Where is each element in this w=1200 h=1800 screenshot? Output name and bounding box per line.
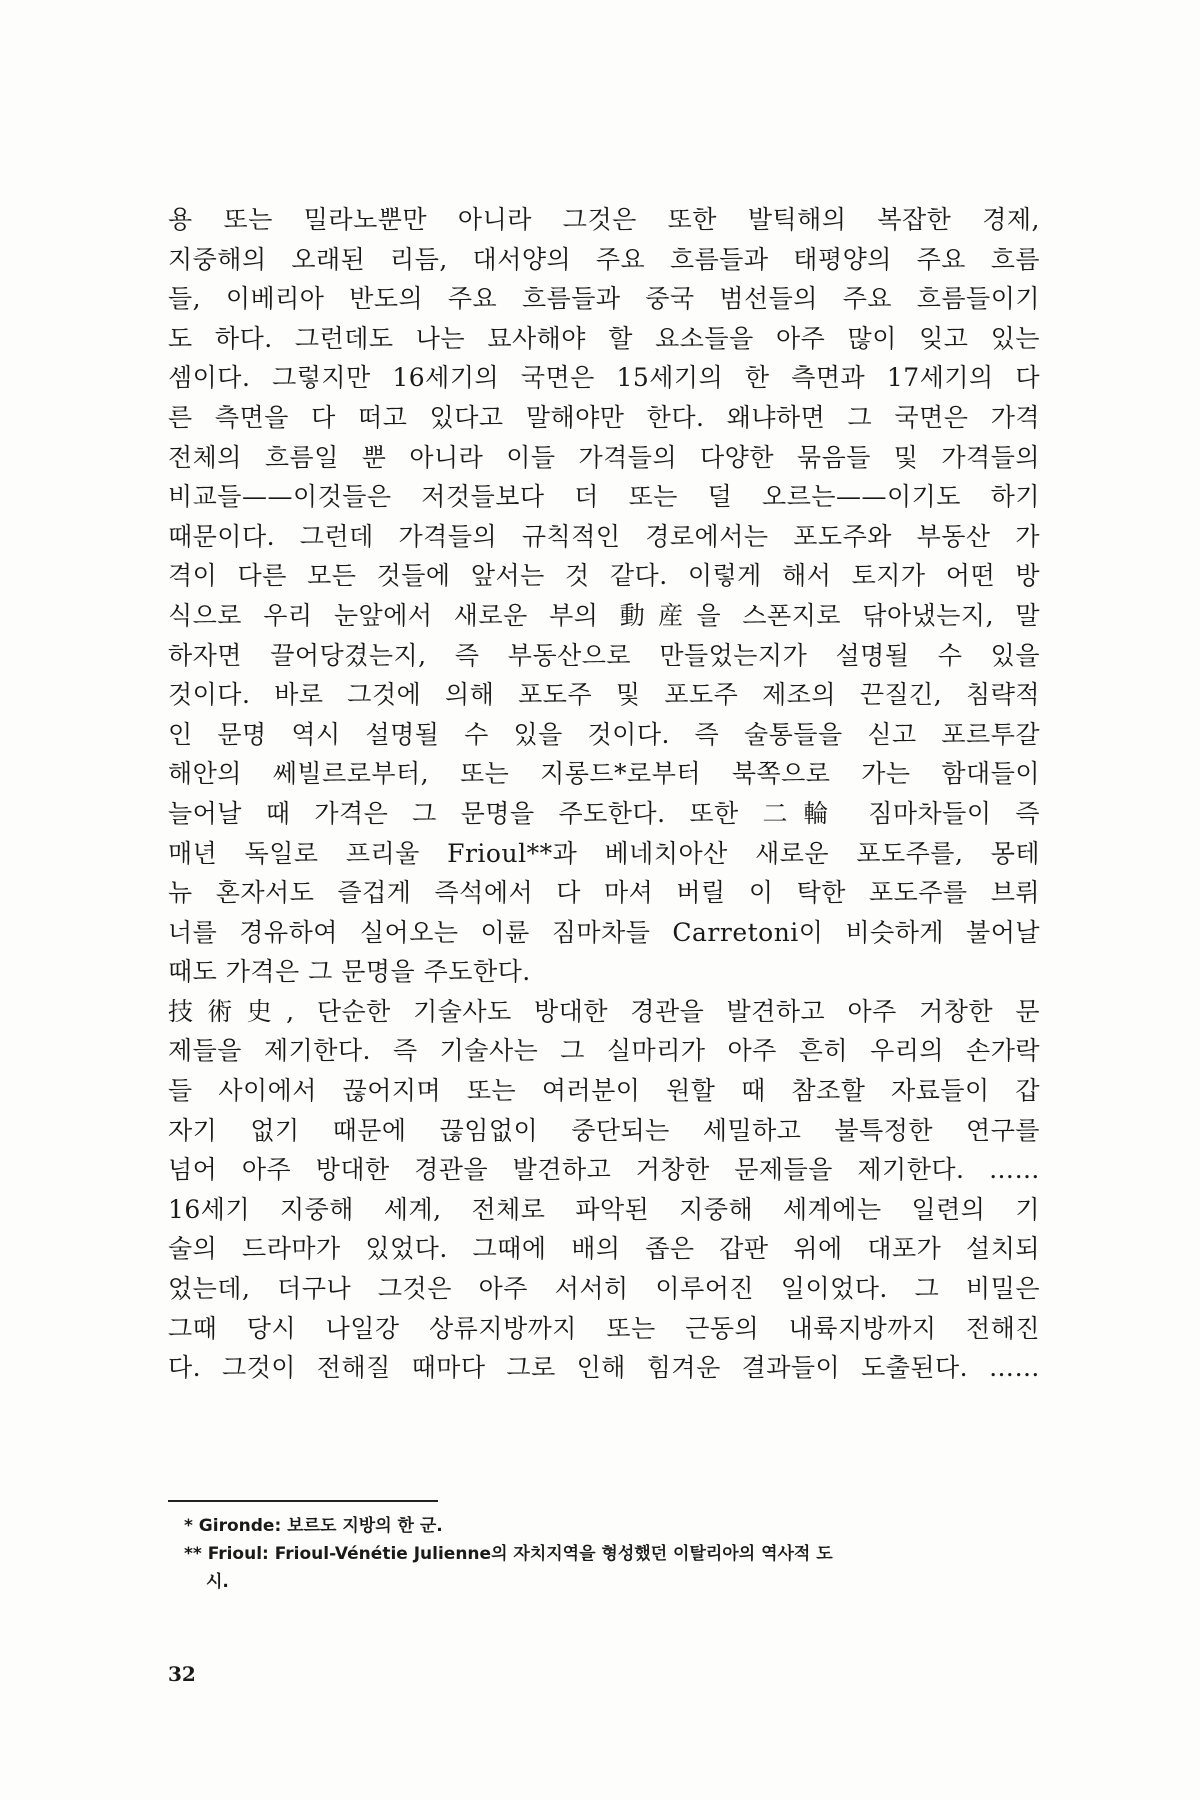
text-line: 늘어날 때 가격은 그 문명을 주도한다. 또한 二輪 짐마차들이 즉 <box>168 798 1040 828</box>
text-line: 인 문명 역시 설명될 수 있을 것이다. 즉 술통들을 싣고 포르투갈 <box>168 719 1040 749</box>
text-line: 매년 독일로 프리울 Frioul**과 베네치아산 새로운 포도주를, 몽테 <box>168 838 1040 868</box>
text-line: 제들을 제기한다. 즉 기술사는 그 실마리가 아주 흔히 우리의 손가락 <box>168 1036 1040 1066</box>
text-line: 술의 드라마가 있었다. 그때에 배의 좁은 갑판 위에 대포가 설치되 <box>168 1234 1040 1264</box>
text-line: 16세기 지중해 세계, 전체로 파악된 지중해 세계에는 일련의 기 <box>168 1194 1040 1224</box>
text-line: 도 하다. 그런데도 나는 묘사해야 할 요소들을 아주 많이 잊고 있는 <box>168 323 1040 353</box>
text-line: 격이 다른 모든 것들에 앞서는 것 같다. 이렇게 해서 토지가 어떤 방 <box>168 561 1040 591</box>
footnote-continuation: 시. <box>206 1572 229 1592</box>
text-line: 뉴 혼자서도 즐겁게 즉석에서 다 마셔 버릴 이 탁한 포도주를 브뤼 <box>168 878 1040 908</box>
body-text <box>168 200 1040 1388</box>
text-line: 때도 가격은 그 문명을 주도한다. <box>168 957 531 987</box>
text-line: 들, 이베리아 반도의 주요 흐름들과 중국 범선들의 주요 흐름들이기 <box>168 284 1040 314</box>
text-line: 식으로 우리 눈앞에서 새로운 부의 動産을 스폰지로 닦아냈는지, 말 <box>168 600 1040 630</box>
text-line: 었는데, 더구나 그것은 아주 서서히 이루어진 일이었다. 그 비밀은 <box>168 1274 1040 1304</box>
text-line: 른 측면을 다 떠고 있다고 말해야만 한다. 왜냐하면 그 국면은 가격 <box>168 402 1040 432</box>
text-line: 들 사이에서 끊어지며 또는 여러분이 원할 때 참조할 자료들이 갑 <box>168 1076 1040 1106</box>
text-line: 다. 그것이 전해질 때마다 그로 인해 힘겨운 결과들이 도출된다. …… <box>168 1353 1040 1383</box>
text-line: 그때 당시 나일강 상류지방까지 또는 근동의 내륙지방까지 전해진 <box>168 1313 1040 1343</box>
text-line: 너를 경유하여 실어오는 이륜 짐마차들 Carretoni이 비슷하게 불어날 <box>168 917 1040 947</box>
text-line: 비교들——이것들은 저것들보다 더 또는 덜 오르는——이기도 하기 <box>168 482 1040 512</box>
text-line: 자기 없기 때문에 끊임없이 중단되는 세밀하고 불특정한 연구를 <box>168 1115 1040 1145</box>
page-number: 32 <box>168 1662 196 1686</box>
text-line: 것이다. 바로 그것에 의해 포도주 및 포도주 제조의 끈질긴, 침략적 <box>168 680 1040 710</box>
text-line: 용 또는 밀라노뿐만 아니라 그것은 또한 발틱해의 복잡한 경제, <box>168 205 1040 234</box>
footnotes <box>184 1512 1014 1596</box>
footnote: * Gironde: 보르도 지방의 한 군. <box>184 1516 443 1536</box>
text-line: 하자면 끌어당겼는지, 즉 부동산으로 만들었는지가 설명될 수 있을 <box>168 640 1040 670</box>
text-line: 技術史, 단순한 기술사도 방대한 경관을 발견하고 아주 거창한 문 <box>168 996 1040 1026</box>
text-line: 해안의 쎄빌르로부터, 또는 지롱드*로부터 북쪽으로 가는 함대들이 <box>168 759 1040 789</box>
text-line: 지중해의 오래된 리듬, 대서양의 주요 흐름들과 태평양의 주요 흐름 <box>168 244 1040 274</box>
text-line: 넘어 아주 방대한 경관을 발견하고 거창한 문제들을 제기한다. …… <box>168 1155 1040 1185</box>
text-line: 전체의 흐름일 뿐 아니라 이들 가격들의 다양한 묶음들 및 가격들의 <box>168 442 1040 472</box>
text-line: 셈이다. 그렇지만 16세기의 국면은 15세기의 한 측면과 17세기의 다 <box>168 363 1040 393</box>
text-line: 때문이다. 그런데 가격들의 규칙적인 경로에서는 포도주와 부동산 가 <box>168 521 1040 551</box>
footnote-divider <box>168 1500 438 1502</box>
footnote: ** Frioul: Frioul-Vénétie Julienne의 자치지역을 형성했던 이탈리아의 역사적 도 <box>184 1544 833 1564</box>
